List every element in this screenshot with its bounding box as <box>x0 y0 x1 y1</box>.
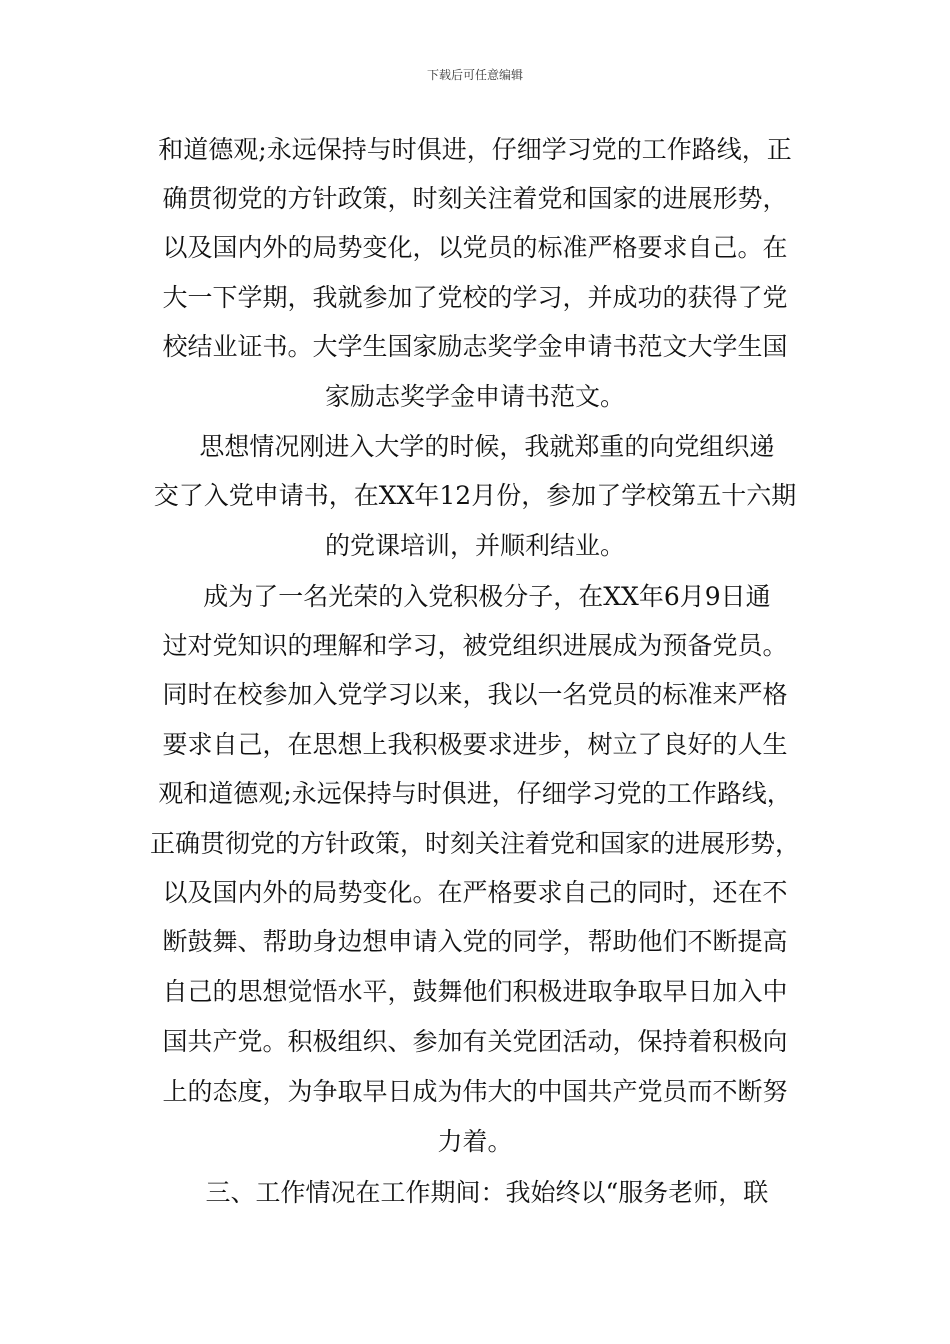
text-line: 三、工作情况在工作期间：我始终以“服务老师，联 <box>181 1178 769 1207</box>
text-line: 以及国内外的局势变化，以党员的标准严格要求自己。在 <box>162 233 788 262</box>
text-line: 要求自己，在思想上我积极要求进步，树立了良好的人生 <box>162 730 788 759</box>
text-line: 力着。 <box>437 1127 513 1156</box>
text-line: 的党课培训，并顺利结业。 <box>324 531 625 560</box>
text-line: 校结业证书。大学生国家励志奖学金申请书范文大学生国 <box>162 332 788 361</box>
text-line: 国共产党。积极组织、参加有关党团活动，保持着积极向 <box>162 1027 788 1056</box>
text-line: 过对党知识的理解和学习，被党组织进展成为预备党员。 <box>162 631 788 660</box>
text-line: 确贯彻党的方针政策，时刻关注着党和国家的进展形势， <box>162 184 788 213</box>
text-line: 同时在校参加入党学习以来，我以一名党员的标准来严格 <box>162 680 788 709</box>
text-line: 大一下学期，我就参加了党校的学习，并成功的获得了党 <box>162 283 788 312</box>
text-line: 上的态度，为争取早日成为伟大的中国共产党员而不断努 <box>162 1077 788 1106</box>
text-line: 观和道德观;永远保持与时俱进，仔细学习党的工作路线， <box>158 779 792 808</box>
text-line: 交了入党申请书，在XX年12月份，参加了学校第五十六期 <box>153 481 797 510</box>
text-line: 断鼓舞、帮助身边想申请入党的同学，帮助他们不断提高 <box>162 927 788 956</box>
text-line: 家励志奖学金申请书范文。 <box>324 382 625 411</box>
text-line: 思想情况刚进入大学的时候，我就郑重的向党组织递 <box>175 432 775 461</box>
text-line: 自己的思想觉悟水平，鼓舞他们积极进取争取早日加入中 <box>162 977 788 1006</box>
text-line: 以及国内外的局势变化。在严格要求自己的同时，还在不 <box>162 878 788 907</box>
page-header-note: 下载后可任意编辑 <box>426 68 523 82</box>
text-line: 正确贯彻党的方针政策，时刻关注着党和国家的进展形势， <box>149 829 800 858</box>
text-line: 和道德观;永远保持与时俱进，仔细学习党的工作路线，正 <box>158 135 792 164</box>
text-line: 成为了一名光荣的入党积极分子，在XX年6月9日通 <box>179 582 771 611</box>
